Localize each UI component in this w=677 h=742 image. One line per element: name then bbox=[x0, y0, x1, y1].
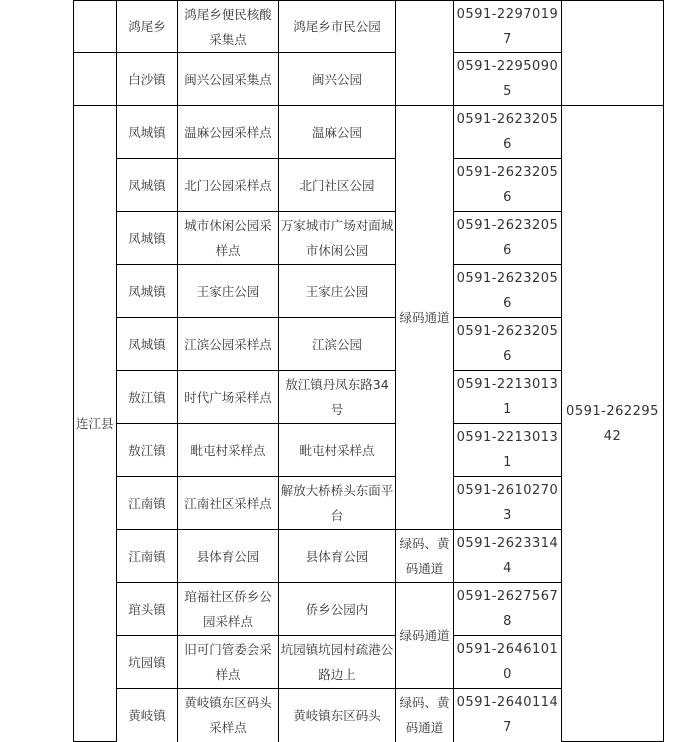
site-cell: 县体育公园 bbox=[178, 530, 279, 583]
site-cell: 时代广场采样点 bbox=[178, 371, 279, 424]
table-row bbox=[74, 1, 664, 53]
address-cell: 温麻公园 bbox=[279, 106, 396, 159]
phone-cell: 0591-26275678 bbox=[454, 583, 562, 636]
phone-cell: 0591-26232056 bbox=[454, 265, 562, 318]
phone-cell: 0591-26401147 bbox=[454, 689, 562, 742]
town-cell: 黄岐镇 bbox=[117, 689, 178, 742]
town-cell: 琯头镇 bbox=[117, 583, 178, 636]
phone-cell: 0591-22970197 bbox=[454, 1, 562, 53]
address-cell: 坑园镇坑园村疏港公路边上 bbox=[279, 636, 396, 689]
address-cell: 万家城市广场对面城市休闲公园 bbox=[279, 212, 396, 265]
address-cell: 毗屯村采样点 bbox=[279, 424, 396, 477]
town-cell: 凤城镇 bbox=[117, 265, 178, 318]
channel-cell: 绿码通道 bbox=[396, 106, 454, 530]
channel-cell: 绿码通道 bbox=[396, 583, 454, 689]
address-cell: 解放大桥桥头东面平台 bbox=[279, 477, 396, 530]
site-cell: 毗屯村采样点 bbox=[178, 424, 279, 477]
town-cell: 敖江镇 bbox=[117, 424, 178, 477]
town-cell: 江南镇 bbox=[117, 477, 178, 530]
site-cell: 温麻公园采样点 bbox=[178, 106, 279, 159]
county-hotline-cell: 0591-26229542 bbox=[562, 106, 664, 742]
site-cell: 北门公园采样点 bbox=[178, 159, 279, 212]
town-cell: 敖江镇 bbox=[117, 371, 178, 424]
address-cell: 王家庄公园 bbox=[279, 265, 396, 318]
town-cell: 江南镇 bbox=[117, 530, 178, 583]
town-cell: 凤城镇 bbox=[117, 106, 178, 159]
phone-cell: 0591-22950905 bbox=[454, 53, 562, 106]
phone-cell: 0591-26233144 bbox=[454, 530, 562, 583]
town-cell: 凤城镇 bbox=[117, 159, 178, 212]
channel-cell-prev bbox=[396, 1, 454, 106]
site-cell: 旧可门管委会采样点 bbox=[178, 636, 279, 689]
phone-cell: 0591-26232056 bbox=[454, 212, 562, 265]
site-cell: 江滨公园采样点 bbox=[178, 318, 279, 371]
address-cell: 北门社区公园 bbox=[279, 159, 396, 212]
site-cell: 王家庄公园 bbox=[178, 265, 279, 318]
site-cell: 城市休闲公园采样点 bbox=[178, 212, 279, 265]
site-cell: 琯福社区侨乡公园采样点 bbox=[178, 583, 279, 636]
channel-cell: 绿码、黄码通道 bbox=[396, 689, 454, 742]
site-cell: 鸿尾乡便民核酸采集点 bbox=[178, 1, 279, 53]
address-cell: 鸿尾乡市民公园 bbox=[279, 1, 396, 53]
phone-cell: 0591-26102703 bbox=[454, 477, 562, 530]
county-cell-prev bbox=[74, 1, 117, 53]
sampling-sites-table bbox=[73, 0, 664, 742]
phone-cell: 0591-26461010 bbox=[454, 636, 562, 689]
phone-cell: 0591-26232056 bbox=[454, 318, 562, 371]
town-cell: 凤城镇 bbox=[117, 318, 178, 371]
phone-cell: 0591-22130131 bbox=[454, 424, 562, 477]
address-cell: 闽兴公园 bbox=[279, 53, 396, 106]
phone-cell: 0591-22130131 bbox=[454, 371, 562, 424]
address-cell: 黄岐镇东区码头 bbox=[279, 689, 396, 742]
county-cell-prev bbox=[74, 53, 117, 106]
phone-cell: 0591-26232056 bbox=[454, 159, 562, 212]
town-cell: 坑园镇 bbox=[117, 636, 178, 689]
address-cell: 江滨公园 bbox=[279, 318, 396, 371]
town-cell: 鸿尾乡 bbox=[117, 1, 178, 53]
hotline-cell-prev bbox=[562, 1, 664, 106]
site-cell: 江南社区采样点 bbox=[178, 477, 279, 530]
address-cell: 侨乡公园内 bbox=[279, 583, 396, 636]
town-cell: 白沙镇 bbox=[117, 53, 178, 106]
site-cell: 闽兴公园采集点 bbox=[178, 53, 279, 106]
address-cell: 县体育公园 bbox=[279, 530, 396, 583]
county-name-cell: 连江县 bbox=[74, 106, 117, 742]
channel-cell: 绿码、黄码通道 bbox=[396, 530, 454, 583]
address-cell: 敖江镇丹凤东路34号 bbox=[279, 371, 396, 424]
site-cell: 黄岐镇东区码头采样点 bbox=[178, 689, 279, 742]
table-row bbox=[74, 106, 664, 159]
phone-cell: 0591-26232056 bbox=[454, 106, 562, 159]
town-cell: 凤城镇 bbox=[117, 212, 178, 265]
